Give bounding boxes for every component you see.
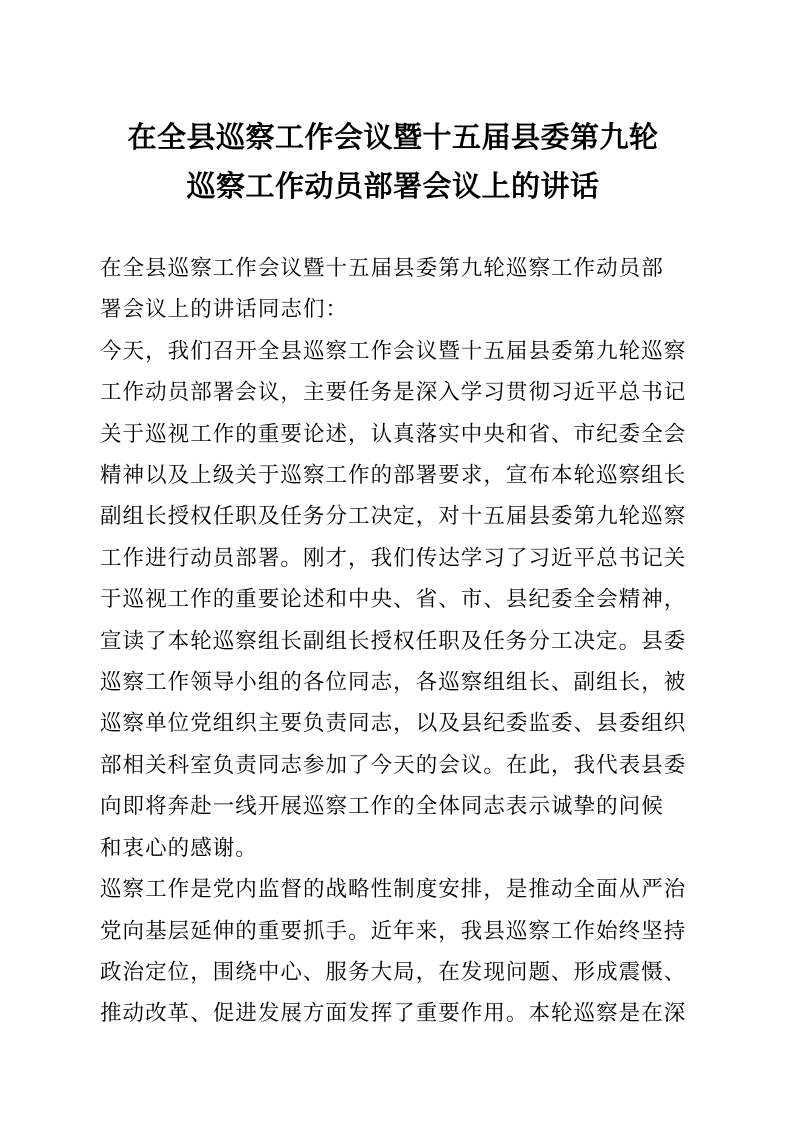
document-title-line-2: 巡察工作动员部署会议上的讲话 [186,171,600,203]
paragraph [100,869,686,1035]
body-text-line: 精神以及上级关于巡察工作的部署要求，宣布本轮巡察组长 [100,463,687,488]
body-text-line: 于巡视工作的重要论述和中央、省、市、县纪委全会精神， [100,587,687,612]
body-text-line: 署会议上的讲话同志们： [100,297,349,322]
body-text-line: 宣读了本轮巡察组长副组长授权任职及任务分工决定。县委 [100,628,687,653]
body-text-line: 党向基层延伸的重要抓手。近年来，我县巡察工作始终坚持 [100,918,687,943]
paragraph [100,248,686,331]
body-text-line: 副组长授权任职及任务分工决定，对十五届县委第九轮巡察 [100,504,687,529]
body-text-line: 推动改革、促进发展方面发挥了重要作用。本轮巡察是在深 [100,1001,687,1026]
body-text-line: 关于巡视工作的重要论述，认真落实中央和省、市纪委全会 [100,421,687,446]
body-text-line: 和衷心的感谢。 [100,835,258,860]
body-text-line: 在全县巡察工作会议暨十五届县委第九轮巡察工作动员部 [100,256,664,280]
document-body [100,248,686,1035]
document-title-line-1: 在全县巡察工作会议暨十五届县委第九轮 [127,122,659,154]
body-text-line: 巡察工作是党内监督的战略性制度安排，是推动全面从严治 [100,877,687,902]
body-text-line: 部相关科室负责同志参加了今天的会议。在此，我代表县委 [100,752,687,777]
body-text-line: 今天，我们召开全县巡察工作会议暨十五届县委第九轮巡察 [100,338,687,363]
document-title [100,114,686,212]
body-text-line: 工作进行动员部署。刚才，我们传达学习了习近平总书记关 [100,545,687,570]
paragraph [100,331,686,869]
body-text-line: 向即将奔赴一线开展巡察工作的全体同志表示诚挚的问候 [100,794,664,819]
body-text-line: 巡察单位党组织主要负责同志，以及县纪委监委、县委组织 [100,711,687,736]
body-text-line: 政治定位，围绕中心、服务大局，在发现问题、形成震慑、 [100,959,687,984]
body-text-line: 巡察工作领导小组的各位同志，各巡察组组长、副组长，被 [100,670,687,695]
body-text-line: 工作动员部署会议，主要任务是深入学习贯彻习近平总书记 [100,380,687,405]
